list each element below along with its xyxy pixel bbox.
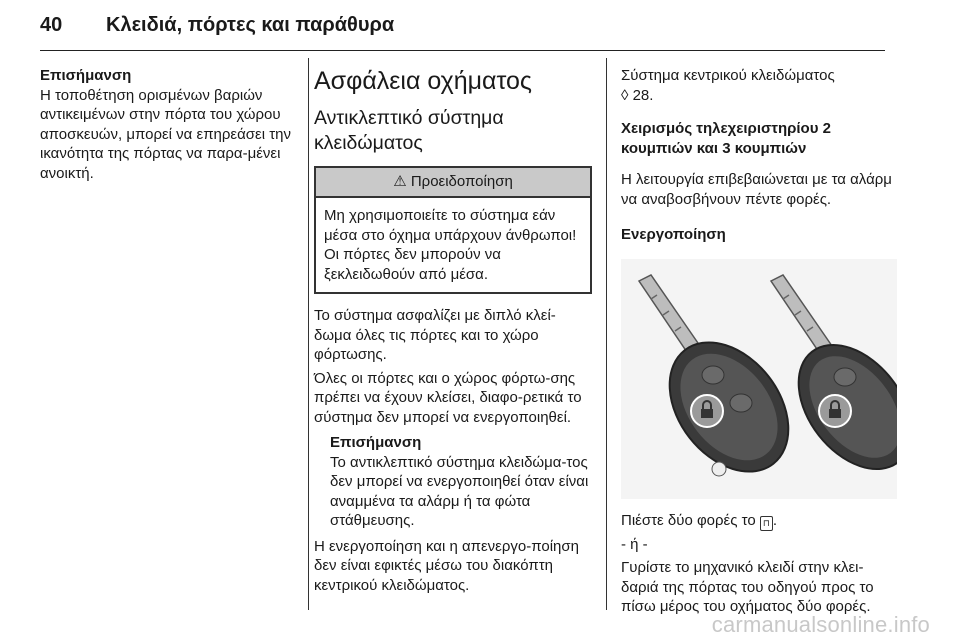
press-end: . [772,511,778,529]
column-divider-2 [606,58,607,610]
column-2 [314,66,592,595]
cross-reference-text: Σύστημα κεντρικού κλειδώματος [621,67,835,84]
column-divider-1 [308,58,309,610]
or-separator: - ή - [621,535,648,553]
remote-keys-illustration [621,259,897,499]
press-text: Πιέστε δύο φορές το [621,511,756,529]
paragraph-3: Η ενεργοποίηση και η απενεργο-ποίηση δεν είναι εφικτές μέσω του διακόπτη κεντρικού κλειδώματος. [314,537,579,594]
press-instruction [621,511,893,531]
paragraph-2: Όλες οι πόρτες και ο χώρος φόρτω-σης πρέπει να έχουν κλείσει, διαφο-ρετικά το σύστημα δεν μπορεί να ενεργοποιηθεί. [314,369,582,426]
warning-title: Προειδοποίηση [410,173,513,190]
activation-heading: Ενεργοποίηση [621,226,726,243]
warning-box [314,166,592,294]
paragraph-2: Γυρίστε το μηχανικό κλειδί στην κλει-δαριά της πόρτας του οδηγού προς το πίσω μέρος του οχήματος δύο φορές. [621,559,874,615]
warning-text: Μη χρησιμοποιείτε το σύστημα εάν μέσα στο όχημα υπάρχουν άνθρωποι! Οι πόρτες δεν μπορούν να ξεκλειδωθούν από μέσα. [324,207,577,283]
lock-icon: ⊓ [760,516,773,531]
paragraph-1: Το σύστημα ασφαλίζει με διπλό κλεί-δωμα όλες τις πόρτες και το χώρο φόρτωσης. [314,307,556,363]
note-block [330,433,592,531]
warning-icon: ⚠ [393,173,407,190]
page-header [40,0,885,51]
subsection-heading: Χειρισμός τηλεχειριστηρίου 2 κουμπιών και 3 κουμπιών [621,120,831,157]
page-number: 40 [40,14,63,36]
section-heading: Ασφάλεια οχήματος [314,67,532,95]
key-illustration-left [639,275,813,495]
cross-reference [621,66,893,105]
note-text: Το αντικλεπτικό σύστημα κλειδώμα-τος δεν μπορεί να ενεργοποιηθεί όταν είναι αναμμένα τα αλάρμ ή τα φώτα στάθμευσης. [330,453,589,529]
note-text: Η τοποθέτηση ορισμένων βαριών αντικειμένων στην πόρτα του χώρου αποσκευών, μπορεί να επηρεάσει την ικανότητα της πόρτας να παρα-μένει ανοικτή. [40,86,292,182]
watermark: carmanualsonline.info [711,612,930,637]
cross-reference-page: ◊ 28. [621,86,654,104]
chapter-title: Κλειδιά, πόρτες και παράθυρα [106,14,395,36]
key-illustration-right [771,275,897,490]
note-title: Επισήμανση [40,67,132,84]
paragraph-1: Η λειτουργία επιβεβαιώνεται με τα αλάρμ να αναβοσβήνουν πέντε φορές. [621,171,892,208]
subsection-heading: Αντικλεπτικό σύστημα κλειδώματος [314,107,504,154]
column-3 [621,66,893,617]
warning-header [316,168,590,198]
column-1 [40,66,302,183]
note-title: Επισήμανση [330,434,422,451]
